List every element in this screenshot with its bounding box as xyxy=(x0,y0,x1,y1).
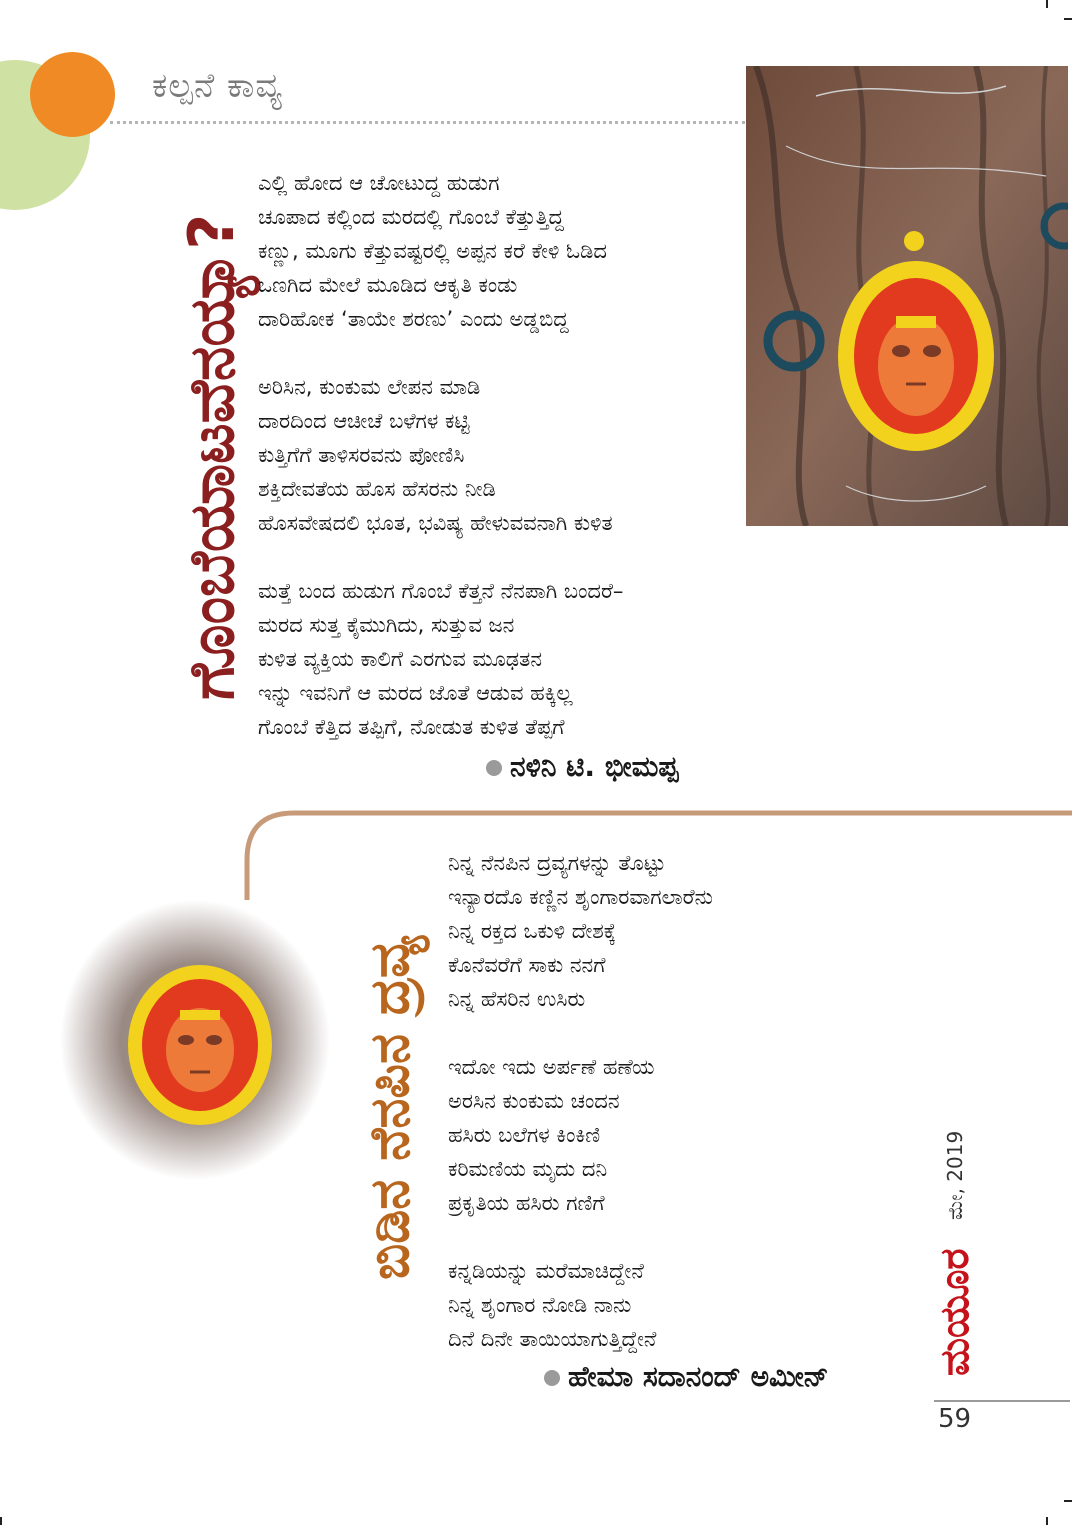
tree-bark-vignette-photo xyxy=(60,900,330,1180)
poem2-line: ಕೊನೆವರೆಗೆ ಸಾಕು ನನಗೆ xyxy=(448,953,606,977)
crop-mark xyxy=(1046,0,1048,8)
crop-mark xyxy=(0,1517,2,1525)
section-label: ಕಲ್ಪನೆ ಕಾವ್ಯ xyxy=(152,66,283,106)
poem1-line: ಎಲ್ಲಿ ಹೋದ ಆ ಚೋಟುದ್ದ ಹುಡುಗ xyxy=(258,171,500,195)
poem1-line: ಒಣಗಿದ ಮೇಲೆ ಮೂಡಿದ ಆಕೃತಿ ಕಂಡು xyxy=(258,273,518,297)
poem2-line: ನಿನ್ನ ಹೆಸರಿನ ಉಸಿರು xyxy=(448,987,586,1011)
poem1-line: ಇನ್ನು ಇವನಿಗೆ ಆ ಮರದ ಜೊತೆ ಆಡುವ ಹಕ್ಕಿಲ್ಲ xyxy=(258,681,573,705)
poem1-author-name: ನಳಿನಿ ಟಿ. ಭೀಮಪ್ಪ xyxy=(510,750,679,783)
issue-date: ಮೇ, 2019 xyxy=(943,1130,967,1220)
poem2-line: ಹಸಿರು ಬಲೆಗಳ ಕಿಂಕಿಣಿ xyxy=(448,1123,601,1147)
poem2-author-name: ಹೇಮಾ ಸದಾನಂದ್ ಅಮೀನ್ xyxy=(568,1360,829,1393)
poem2-line: ಇನ್ಯಾರದೊ ಕಣ್ಣಿನ ಶೃಂಗಾರವಾಗಲಾರೆನು xyxy=(448,885,713,909)
poem1-line: ಗೊಂಬೆ ಕೆತ್ತಿದ ತಪ್ಪಿಗೆ, ನೋಡುತ ಕುಳಿತ ತೆಪ್ಪಗೆ xyxy=(258,715,565,739)
poem2-line: ದಿನೆ ದಿನೇ ತಾಯಿಯಾಗುತ್ತಿದ್ದೇನೆ xyxy=(448,1327,657,1351)
poem2-author xyxy=(544,1360,829,1394)
poem1-line: ಮತ್ತೆ ಬಂದ ಹುಡುಗ ಗೊಂಬೆ ಕೆತ್ತನೆ ನೆನಪಾಗಿ ಬಂದರೆ– xyxy=(258,579,624,603)
page-number-rule xyxy=(934,1400,1070,1402)
poem1-line: ಹೊಸವೇಷದಲಿ ಭೂತ, ಭವಿಷ್ಯ ಹೇಳುವವನಾಗಿ ಕುಳಿತ xyxy=(258,511,613,535)
poem1-line: ಅರಿಸಿನ, ಕುಂಕುಮ ಲೇಪನ ಮಾಡಿ xyxy=(258,375,481,399)
page-number: 59 xyxy=(938,1404,972,1434)
bullet-icon xyxy=(544,1370,560,1386)
poem1-line: ಮರದ ಸುತ್ತ ಕೈಮುಗಿದು, ಸುತ್ತುವ ಜನ xyxy=(258,613,515,637)
poem2-line: ಕನ್ನಡಿಯನ್ನು ಮರೆಮಾಚಿದ್ದೇನೆ xyxy=(448,1259,644,1283)
poem1-line: ದಾರದಿಂದ ಆಚೀಚೆ ಬಳೆಗಳ ಕಟ್ಟಿ xyxy=(258,409,470,433)
poem2-line: ಅರಸಿನ ಕುಂಕುಮ ಚಂದನ xyxy=(448,1089,620,1113)
crop-mark xyxy=(1064,18,1072,20)
poem1-line: ಕುಳಿತ ವ್ಯಕ್ತಿಯ ಕಾಲಿಗೆ ಎರಗುವ ಮೂಢತನ xyxy=(258,647,542,671)
poem1-author xyxy=(486,750,678,784)
poem2-body xyxy=(448,846,713,1356)
poem2-line: ನಿನ್ನ ನೆನಪಿನ ದ್ರವ್ಯಗಳನ್ನು ತೊಟ್ಟು xyxy=(448,851,666,875)
bullet-icon xyxy=(486,760,502,776)
poem1-body xyxy=(258,166,623,744)
decor-orange-circle xyxy=(30,52,115,137)
poem1-title: ಗೊಂಬೆಯಾಟವೆನಯ್ಯಾ? xyxy=(175,213,248,700)
tree-bark-photo xyxy=(746,66,1068,526)
dotted-divider xyxy=(110,121,745,124)
poem1-line: ಕಣ್ಣು, ಮೂಗು ಕೆತ್ತುವಷ್ಟರಲ್ಲಿ ಅಪ್ಪನ ಕರೆ ಕೇಳಿ ಓಡಿದ xyxy=(258,239,607,263)
poem2-line: ನಿನ್ನ ಶೃಂಗಾರ ನೋಡಿ ನಾನು xyxy=(448,1293,632,1317)
poem1-line: ಶಕ್ತಿದೇವತೆಯ ಹೊಸ ಹೆಸರನು ನೀಡಿ xyxy=(258,477,496,501)
poem2-line: ಇದೋ ಇದು ಅರ್ಪಣೆ ಹಣೆಯ xyxy=(448,1055,655,1079)
poem1-line: ದಾರಿಹೋಕ ‘ತಾಯೇ ಶರಣು’ ಎಂದು ಅಡ್ಡಬಿದ್ದ xyxy=(258,307,569,331)
poem1-line: ಚೂಪಾದ ಕಲ್ಲಿಂದ ಮರದಲ್ಲಿ ಗೊಂಬೆ ಕೆತ್ತುತ್ತಿದ್ದ xyxy=(258,205,564,229)
poem2-title: ಬಿಡಿನ ನೆನಪಿನ ದ್ರವ್ಯ xyxy=(358,935,421,1280)
poem1-line: ಕುತ್ತಿಗೆಗೆ ತಾಳಿಸರವನು ಪೋಣಿಸಿ xyxy=(258,443,465,467)
poem2-line: ಪ್ರಕೃತಿಯ ಹಸಿರು ಗಣಿಗೆ xyxy=(448,1191,605,1215)
magazine-logo: ಮಯೂರ xyxy=(932,1248,978,1377)
poem2-line: ಕರಿಮಣಿಯ ಮೃದು ದನಿ xyxy=(448,1157,608,1181)
crop-mark xyxy=(1064,1500,1072,1502)
crop-mark xyxy=(1046,1517,1048,1525)
poem2-line: ನಿನ್ನ ರಕ್ತದ ಒಕುಳಿ ದೇಶಕ್ಕೆ xyxy=(448,919,617,943)
